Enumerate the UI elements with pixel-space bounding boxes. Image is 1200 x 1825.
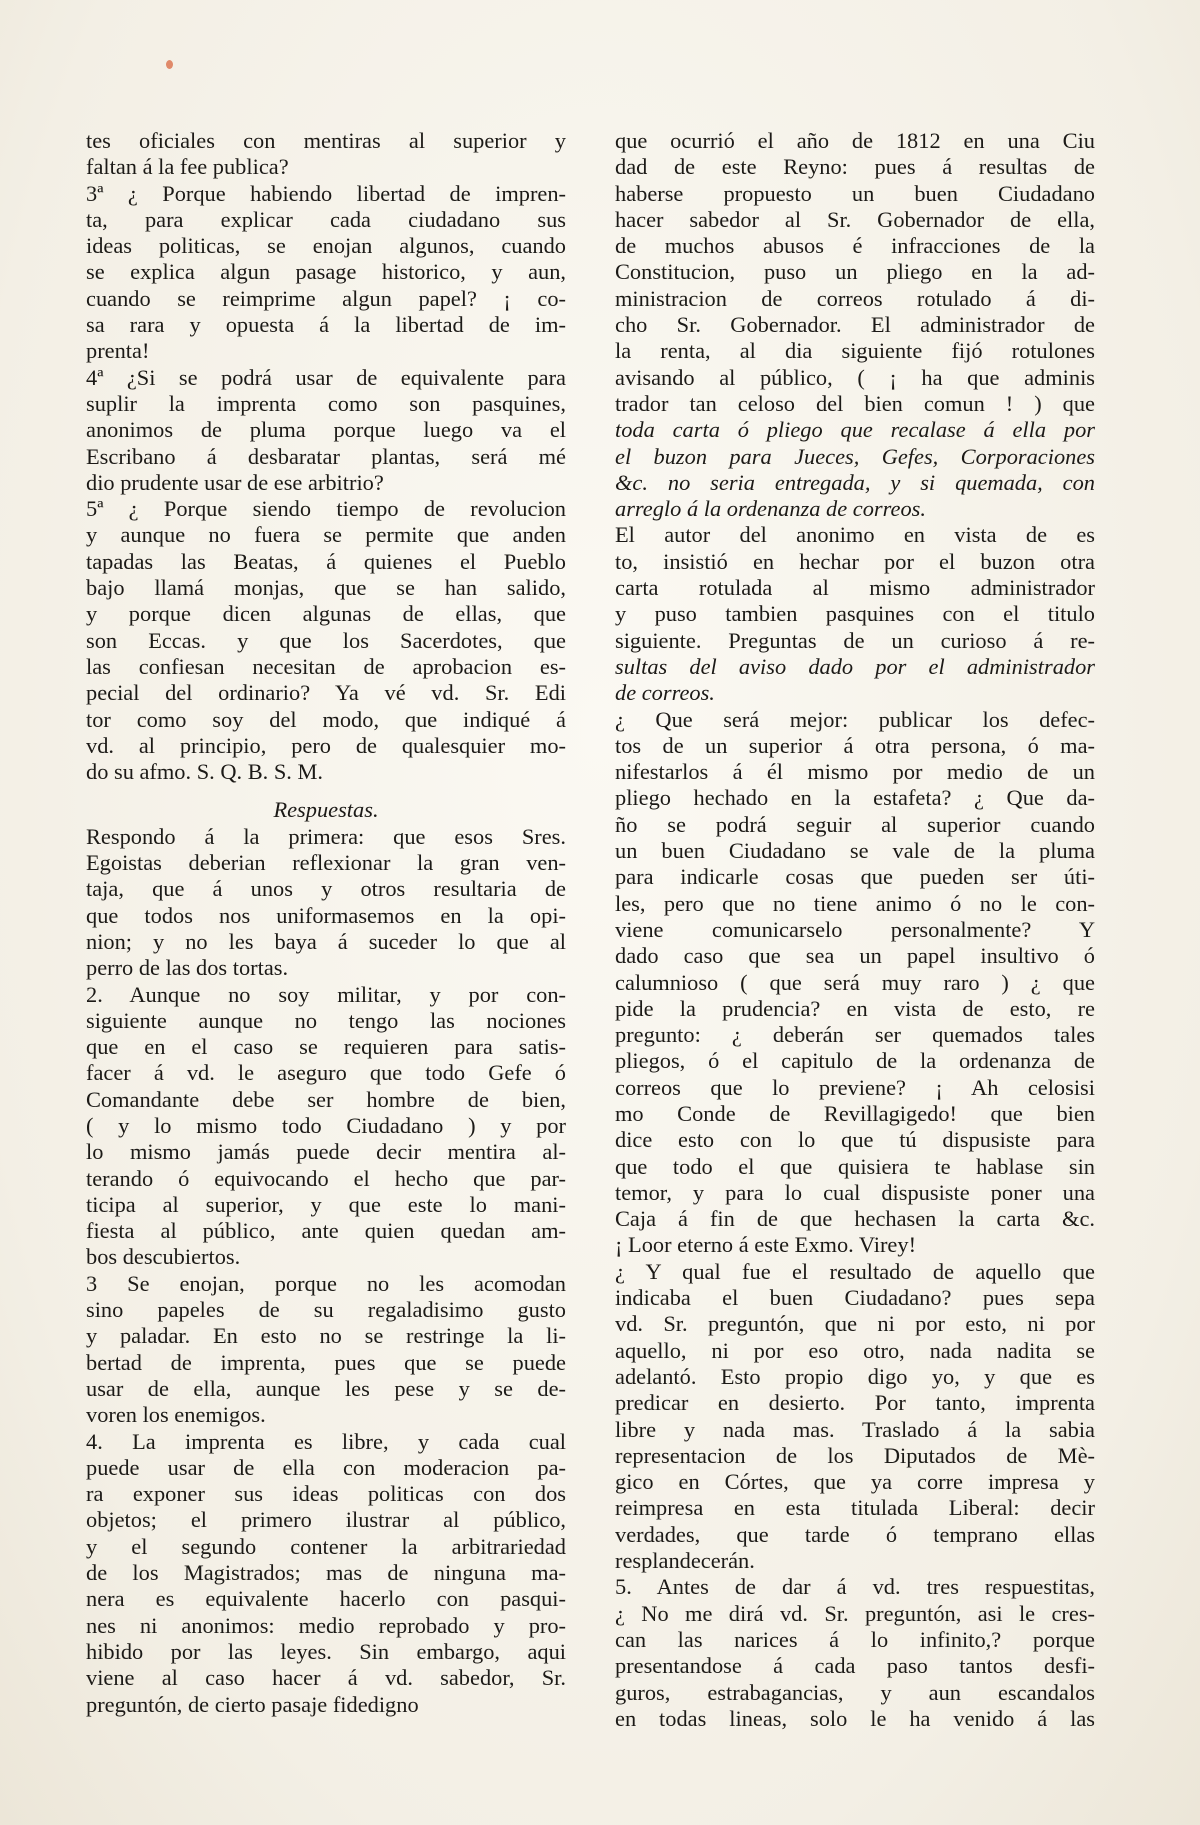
section-heading: Respuestas. — [273, 797, 379, 823]
text-line: ta, para explicar cada ciudadano sus — [86, 206, 566, 232]
text-line: bajo llamá monjas, que se han salido, — [86, 575, 566, 601]
text-line: vd. Sr. preguntón, que ni por esto, ni por — [615, 1311, 1095, 1337]
text-line: puede usar de ella con moderacion pa- — [86, 1454, 566, 1480]
text-line: ño se podrá seguir al superior cuando — [615, 811, 1095, 837]
text-line: las confiesan necesitan de aprobacion es- — [86, 653, 566, 679]
text-line: terando ó equivocando el hecho que par- — [86, 1165, 566, 1191]
text-line: lo mismo jamás puede decir mentira al- — [86, 1139, 566, 1165]
text-line: dad de este Reyno: pues á resultas de — [615, 154, 1095, 180]
text-line: prenta! — [86, 338, 150, 364]
text-line: 5. Antes de dar á vd. tres respuestitas, — [615, 1574, 1095, 1600]
text-line: taja, que á unos y otros resultaria de — [86, 876, 566, 902]
text-line: el buzon para Jueces, Gefes, Corporaciones — [615, 443, 1095, 469]
text-line: ra exponer sus ideas politicas con dos — [86, 1481, 566, 1507]
text-line: calumnioso ( que será muy raro ) ¿ que — [615, 969, 1095, 995]
text-line: siguiente aunque no tengo las nociones — [86, 1007, 566, 1033]
text-line: que todos nos uniformasemos en la opi- — [86, 902, 566, 928]
text-line: se explica algun pasage historico, y aun, — [86, 259, 566, 285]
text-line: haberse propuesto un buen Ciudadano — [615, 180, 1095, 206]
text-line: Constitucion, puso un pliego en la ad- — [615, 259, 1095, 285]
text-line: correos que lo previene? ¡ Ah celosisi — [615, 1074, 1095, 1100]
text-line: arreglo á la ordenanza de correos. — [615, 496, 926, 522]
text-line: dado caso que sea un papel insultivo ó — [615, 943, 1095, 969]
text-line: carta rotulada al mismo administrador — [615, 575, 1095, 601]
text-line: adelantó. Esto propio digo yo, y que es — [615, 1363, 1095, 1389]
text-line: nera es equivalente hacerlo con pasqui- — [86, 1586, 566, 1612]
text-line: ¿ Y qual fue el resultado de aquello que — [615, 1258, 1095, 1284]
ink-spot — [166, 60, 173, 69]
text-line: y puso tambien pasquines con el titulo — [615, 601, 1095, 627]
text-line: 4ª ¿Si se podrá usar de equivalente para — [86, 364, 566, 390]
text-line: pliegos, ó el capitulo de la ordenanza de — [615, 1048, 1095, 1074]
text-line: indicaba el buen Ciudadano? pues sepa — [615, 1285, 1095, 1311]
text-line: mo Conde de Revillagigedo! que bien — [615, 1100, 1095, 1126]
text-line: viene comunicarselo personalmente? Y — [615, 916, 1095, 942]
text-line: ( y lo mismo todo Ciudadano ) y por — [86, 1112, 566, 1138]
text-line: reimpresa en esta titulada Liberal: decir — [615, 1495, 1095, 1521]
text-line: en todas lineas, solo le ha venido á las — [615, 1705, 1095, 1731]
right-column — [615, 128, 1095, 1732]
text-line: ministracion de correos rotulado á di- — [615, 285, 1095, 311]
text-line: temor, y para lo cual dispusiste poner una — [615, 1179, 1095, 1205]
text-line: viene al caso hacer á vd. sabedor, Sr. — [86, 1665, 566, 1691]
text-line: avisando al público, ( ¡ ha que adminis — [615, 364, 1095, 390]
text-line: y paladar. En esto no se restringe la li- — [86, 1323, 566, 1349]
text-line: resplandecerán. — [615, 1548, 755, 1574]
text-line: nifestarlos á él mismo por medio de un — [615, 759, 1095, 785]
text-line: dio prudente usar de ese arbitrio? — [86, 469, 384, 495]
text-line: &c. no seria entregada, y si quemada, con — [615, 469, 1095, 495]
text-line: trador tan celoso del bien comun ! ) que — [615, 390, 1095, 416]
text-line: cuando se reimprime algun papel? ¡ co- — [86, 285, 566, 311]
text-line: presentandose á cada paso tantos desfi- — [615, 1653, 1095, 1679]
text-line: para indicarle cosas que pueden ser úti- — [615, 864, 1095, 890]
text-line: gico en Córtes, que ya corre impresa y — [615, 1469, 1095, 1495]
text-line: Caja á fin de que hechasen la carta &c. — [615, 1206, 1095, 1232]
text-line: tes oficiales con mentiras al superior y — [86, 128, 566, 153]
text-line: 3ª ¿ Porque habiendo libertad de impren- — [86, 180, 566, 206]
text-line: son Eccas. y que los Sacerdotes, que — [86, 627, 566, 653]
text-line: tapadas las Beatas, á quienes el Pueblo — [86, 548, 566, 574]
text-line: sultas del aviso dado por el administrador — [615, 653, 1095, 679]
text-line: to, insistió en hechar por el buzon otra — [615, 548, 1095, 574]
text-line: que todo el que quisiera te hablase sin — [615, 1153, 1095, 1179]
text-line: vd. al principio, pero de qualesquier mo- — [86, 732, 566, 758]
text-line: nes ni anonimos: medio reprobado y pro- — [86, 1612, 566, 1638]
text-line: El autor del anonimo en vista de es — [615, 522, 1095, 548]
text-line: tor como soy del modo, que indiqué á — [86, 706, 566, 732]
text-line: les, pero que no tiene animo ó no le con- — [615, 890, 1095, 916]
text-line: nion; y no les baya á suceder lo que al — [86, 928, 566, 954]
text-line: toda carta ó pliego que recalase á ella por — [615, 417, 1095, 443]
text-line: que en el caso se requieren para satis- — [86, 1034, 566, 1060]
text-line: faltan á la fee publica? — [86, 154, 289, 180]
text-line: pregunto: ¿ deberán ser quemados tales — [615, 1022, 1095, 1048]
text-line: 4. La imprenta es libre, y cada cual — [86, 1428, 566, 1454]
text-line: facer á vd. le aseguro que todo Gefe ó — [86, 1060, 566, 1086]
text-line: dice esto con lo que tú dispusiste para — [615, 1127, 1095, 1153]
text-line: aquello, ni por eso otro, nada nadita se — [615, 1337, 1095, 1363]
text-line: 2. Aunque no soy militar, y por con- — [86, 981, 566, 1007]
text-line: y aunque no fuera se permite que anden — [86, 522, 566, 548]
text-line: sa rara y opuesta á la libertad de im- — [86, 312, 566, 338]
text-line: hacer sabedor al Sr. Gobernador de ella, — [615, 206, 1095, 232]
text-line: y el segundo contener la arbitrariedad — [86, 1533, 566, 1559]
text-line: 5ª ¿ Porque siendo tiempo de revolucion — [86, 496, 566, 522]
text-line: cho Sr. Gobernador. El administrador de — [615, 312, 1095, 338]
text-line: ¿ Que será mejor: publicar los defec- — [615, 706, 1095, 732]
text-line: suplir la imprenta como son pasquines, — [86, 390, 566, 416]
text-line: hibido por las leyes. Sin embargo, aqui — [86, 1638, 566, 1664]
text-line: perro de las dos tortas. — [86, 955, 289, 981]
text-line: Comandante debe ser hombre de bien, — [86, 1086, 566, 1112]
text-line: de los Magistrados; mas de ninguna ma- — [86, 1560, 566, 1586]
text-line: verdades, que tarde ó temprano ellas — [615, 1521, 1095, 1547]
text-line: Respondo á la primera: que esos Sres. — [86, 823, 566, 849]
text-line: guros, estrabagancias, y aun escandalos — [615, 1679, 1095, 1705]
text-line: bos descubiertos. — [86, 1244, 241, 1270]
text-line: predicar en desierto. Por tanto, imprenta — [615, 1390, 1095, 1416]
text-line: Escribano á desbaratar plantas, será mé — [86, 443, 566, 469]
left-column — [86, 128, 566, 1718]
text-line: Egoistas deberian reflexionar la gran ven- — [86, 850, 566, 876]
text-line: ¡ Loor eterno á este Exmo. Virey! — [615, 1232, 917, 1258]
text-line: fiesta al público, ante quien quedan am- — [86, 1218, 566, 1244]
text-line: bertad de imprenta, pues que se puede — [86, 1349, 566, 1375]
text-line: anonimos de pluma porque luego va el — [86, 417, 566, 443]
text-line: pecial del ordinario? Ya vé vd. Sr. Edi — [86, 680, 566, 706]
text-line: can las narices á lo infinito,? porque — [615, 1626, 1095, 1652]
text-line: preguntón, de cierto pasaje fidedigno — [86, 1691, 419, 1717]
text-line: ideas politicas, se enojan algunos, cuando — [86, 233, 566, 259]
text-line: objetos; el primero ilustrar al público, — [86, 1507, 566, 1533]
text-line: tos de un superior á otra persona, ó ma- — [615, 732, 1095, 758]
text-line: pide la prudencia? en vista de esto, re — [615, 995, 1095, 1021]
text-line: representacion de los Diputados de Mè- — [615, 1442, 1095, 1468]
text-line: do su afmo. S. Q. B. S. M. — [86, 759, 323, 785]
text-line: libre y nada mas. Traslado á la sabia — [615, 1416, 1095, 1442]
text-line: ticipa al superior, y que este lo mani- — [86, 1191, 566, 1217]
text-line: un buen Ciudadano se vale de la pluma — [615, 838, 1095, 864]
text-line: sino papeles de su regaladisimo gusto — [86, 1297, 566, 1323]
text-line: usar de ella, aunque les pese y se de- — [86, 1375, 566, 1401]
text-line: de muchos abusos é infracciones de la — [615, 233, 1095, 259]
text-line: pliego hechado en la estafeta? ¿ Que da- — [615, 785, 1095, 811]
text-line: 3 Se enojan, porque no les acomodan — [86, 1270, 566, 1296]
text-line: y porque dicen algunas de ellas, que — [86, 601, 566, 627]
text-line: la renta, al dia siguiente fijó rotulones — [615, 338, 1095, 364]
text-line: que ocurrió el año de 1812 en una Ciu — [615, 128, 1095, 153]
text-line: voren los enemigos. — [86, 1402, 266, 1428]
text-line: siguiente. Preguntas de un curioso á re- — [615, 627, 1095, 653]
text-line: ¿ No me dirá vd. Sr. preguntón, asi le cres- — [615, 1600, 1095, 1626]
text-line: de correos. — [615, 680, 715, 706]
